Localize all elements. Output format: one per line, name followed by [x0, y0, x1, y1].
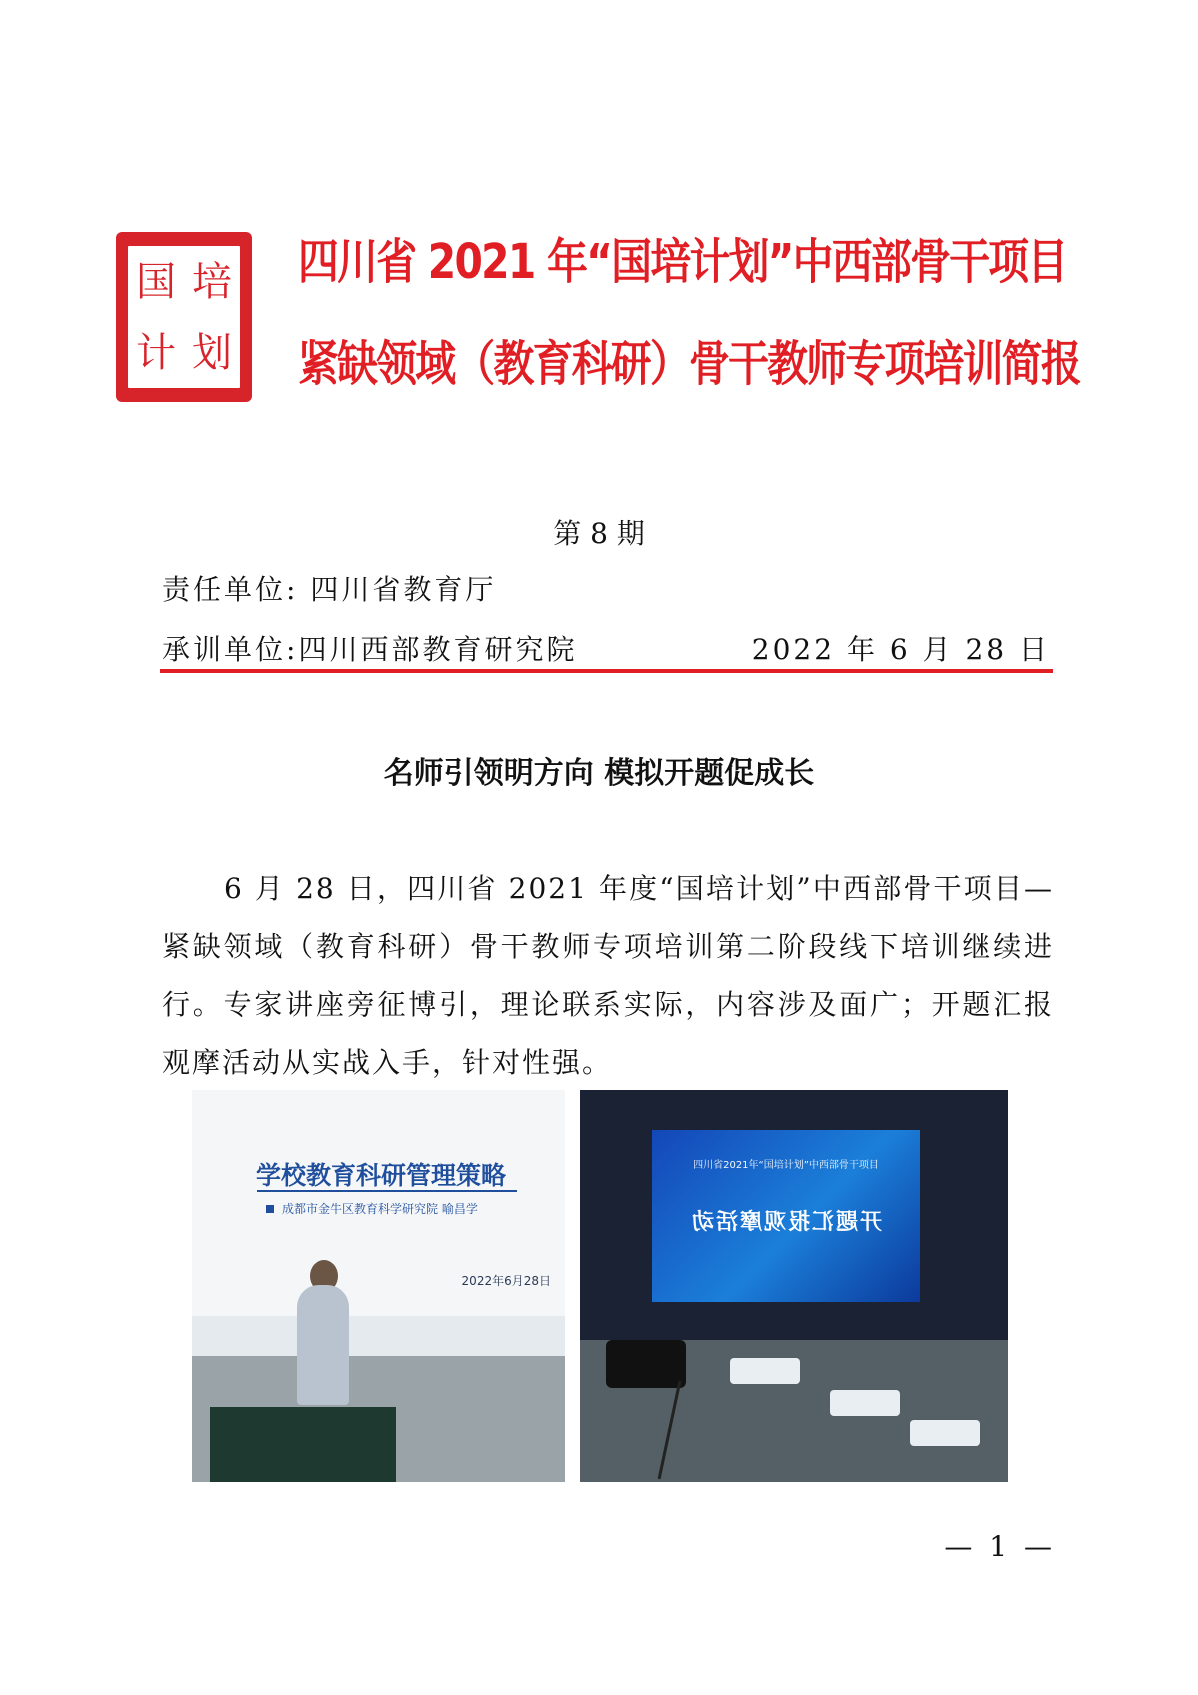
slide-title: 学校教育科研管理策略: [256, 1161, 507, 1190]
article-headline: 名师引领明方向 模拟开题促成长: [383, 756, 815, 791]
guopei-seal-logo: [116, 232, 252, 402]
seal-char-1: 国: [136, 258, 176, 305]
slide-date: 2022年6月28日: [461, 1274, 551, 1288]
seal-char-4: 划: [192, 329, 232, 376]
slide-subtitle: 成都市金牛区教育科学研究院 喻昌学: [266, 1200, 478, 1217]
masthead-line-1: 四川省 2021 年“国培计划”中西部骨干项目: [298, 234, 1067, 290]
lecture-photo: [192, 1090, 565, 1482]
responsible-unit: [162, 568, 496, 608]
masthead-line-2: 紧缺领域（教育科研）骨干教师专项培训简报: [298, 336, 1081, 392]
organizer-value: 四川西部教育研究院: [298, 633, 578, 666]
video-camera: [606, 1340, 686, 1388]
masthead-title: [298, 234, 1081, 400]
participant-table: [910, 1420, 980, 1446]
screen-title: 开题汇报观摩活动: [690, 1210, 883, 1235]
speaker: [297, 1285, 349, 1405]
article-paragraph: 6 月 28 日，四川省 2021 年度“国培计划”中西部骨干项目—紧缺领域（教育科研）骨干教师专项培训第二阶段线下培训继续进行。专家讲座旁征博引，理论联系实际，内容涉及面广；开题汇报观摩活动从实战入手，针对性强。: [162, 872, 1054, 1079]
lectern: [210, 1407, 396, 1482]
screen-caption: 四川省2021年“国培计划”中西部骨干项目: [693, 1160, 879, 1171]
participant-table: [730, 1358, 800, 1384]
organizer-label: 承训单位:: [162, 633, 299, 666]
page-number: — 1 —: [944, 1530, 1056, 1563]
issue-date: 2022 年 6 月 28 日: [751, 633, 1050, 666]
activity-photo: [580, 1090, 1008, 1482]
slide-divider: [257, 1190, 517, 1192]
slide-band: [192, 1316, 565, 1356]
responsible-label: 责任单位:: [162, 573, 299, 606]
participant-table: [830, 1390, 900, 1416]
seal-char-3: 计: [136, 329, 176, 376]
header-divider: [160, 669, 1053, 673]
seal-char-2: 培: [192, 258, 232, 305]
organizer-unit: [162, 628, 577, 668]
responsible-value: 四川省教育厅: [310, 573, 497, 606]
issue-number: 第 8 期: [553, 517, 645, 550]
led-screen: [652, 1130, 920, 1302]
